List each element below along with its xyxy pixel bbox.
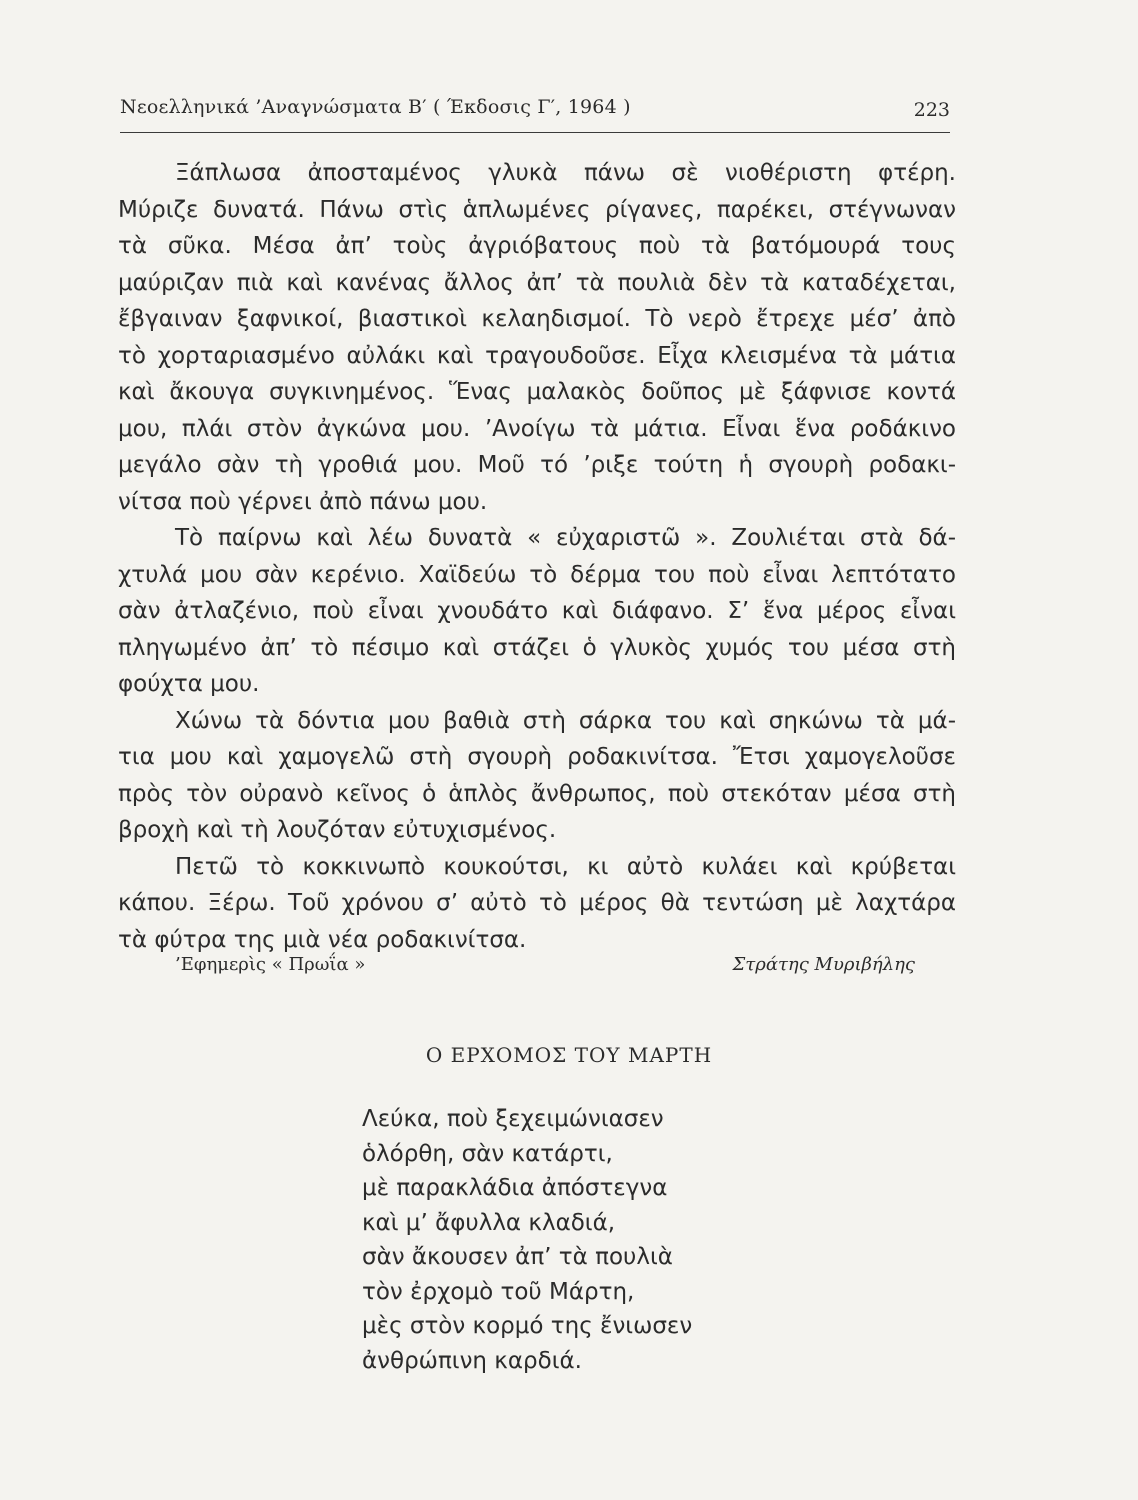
poem-line: τὸν ἐρχομὸ τοῦ Μάρτη, bbox=[362, 1278, 635, 1305]
text-line: χτυλά μου σὰν κερένιο. Χαϊδεύω τὸ δέρμα του ποὺ εἶναι λεπτότατο bbox=[118, 561, 956, 588]
author-name: Στράτης Μυριβήλης bbox=[732, 954, 915, 975]
book-title: Νεοελληνικά ’Αναγνώσματα Β′ ( Έκδοσις Γ′, 1964 ) bbox=[120, 96, 631, 118]
source-citation: ’Εφημερὶς « Πρωΐα » bbox=[175, 954, 366, 975]
paragraph bbox=[118, 520, 956, 703]
text-line: σὰν ἀτλαζένιο, ποὺ εἶναι χνουδάτο καὶ διάφανο. Σ’ ἕνα μέρος εἶναι bbox=[118, 598, 956, 624]
poem-line: καὶ μ’ ἄφυλλα κλαδιά, bbox=[362, 1209, 616, 1236]
poem-line: Λεύκα, ποὺ ξεχειμώνιασεν bbox=[362, 1106, 664, 1132]
text-line: Χώνω τὰ δόντια μου βαθιὰ στὴ σάρκα του καὶ σηκώνω τὰ μά- bbox=[175, 707, 956, 734]
paragraph bbox=[118, 703, 956, 849]
text-line: φούχτα μου. bbox=[118, 671, 260, 697]
text-line: νίτσα ποὺ γέρνει ἀπὸ πάνω μου. bbox=[118, 488, 488, 515]
text-line: ἔβγαιναν ξαφνικοί, βιαστικοὶ κελαηδισμοί. Τὸ νερὸ ἔτρεχε μέσ’ ἀπὸ bbox=[118, 306, 956, 332]
text-line: μαύριζαν πιὰ καὶ κανένας ἄλλος ἀπ’ τὰ πουλιὰ δὲν τὰ καταδέχεται, bbox=[118, 269, 956, 296]
prose-text bbox=[118, 155, 956, 958]
poem-line: ὁλόρθη, σὰν κατάρτι, bbox=[362, 1140, 613, 1167]
text-line: Ξάπλωσα ἀποσταμένος γλυκὰ πάνω σὲ νιοθέριστη φτέρη. bbox=[175, 160, 956, 186]
text-line: Μύριζε δυνατά. Πάνω στὶς ἁπλωμένες ρίγανες, παρέκει, στέγνωναν bbox=[118, 196, 956, 223]
poem-line: σὰν ἄκουσεν ἀπ’ τὰ πουλιὰ bbox=[362, 1244, 673, 1270]
text-line: κάπου. Ξέρω. Τοῦ χρόνου σ’ αὐτὸ τὸ μέρος θὰ τεντώση μὲ λαχτάρα bbox=[118, 890, 956, 916]
attribution bbox=[175, 948, 915, 984]
text-line: τὰ φύτρα της μιὰ νέα ροδακινίτσα. bbox=[118, 926, 527, 953]
text-line: μου, πλάι στὸν ἀγκώνα μου. ’Ανοίγω τὰ μάτια. Εἶναι ἕνα ροδάκινο bbox=[118, 415, 956, 442]
text-line: μεγάλο σὰν τὴ γροθιά μου. Μοῦ τό ’ριξε τούτη ἡ σγουρὴ ροδακι- bbox=[118, 452, 956, 478]
poem-line: μὲ παρακλάδια ἀπόστεγνα bbox=[362, 1175, 668, 1201]
poem-line: μὲς στὸν κορμό της ἔνιωσεν bbox=[362, 1313, 693, 1339]
paragraph bbox=[118, 155, 956, 520]
paragraph bbox=[118, 849, 956, 959]
poem bbox=[362, 1102, 692, 1378]
page-number: 223 bbox=[913, 99, 950, 121]
text-line: τὸ χορταριασμένο αὐλάκι καὶ τραγουδοῦσε. Εἶχα κλεισμένα τὰ μάτια bbox=[118, 342, 956, 369]
running-header bbox=[120, 90, 950, 133]
text-line: Τὸ παίρνω καὶ λέω δυνατὰ « εὐχαριστῶ ». Ζουλιέται στὰ δά- bbox=[175, 525, 956, 551]
text-line: πληγωμένο ἀπ’ τὸ πέσιμο καὶ στάζει ὁ γλυκὸς χυμός του μέσα στὴ bbox=[118, 634, 956, 661]
poem-title: Ο ΕΡΧΟΜΟΣ ΤΟΥ ΜΑΡΤΗ bbox=[425, 1043, 713, 1067]
text-line: τια μου καὶ χαμογελῶ στὴ σγουρὴ ροδακινίτσα. Ἔτσι χαμογελοῦσε bbox=[118, 744, 956, 770]
text-line: Πετῶ τὸ κοκκινωπὸ κουκούτσι, κι αὐτὸ κυλάει καὶ κρύβεται bbox=[175, 853, 956, 880]
text-line: καὶ ἄκουγα συγκινημένος. Ἕνας μαλακὸς δοῦπος μὲ ξάφνισε κοντά bbox=[118, 379, 956, 405]
text-line: βροχὴ καὶ τὴ λουζόταν εὐτυχισμένος. bbox=[118, 817, 557, 843]
text-line: τὰ σῦκα. Μέσα ἀπ’ τοὺς ἀγριόβατους ποὺ τὰ βατόμουρά τους bbox=[118, 233, 956, 259]
poem-line: ἀνθρώπινη καρδιά. bbox=[362, 1347, 582, 1374]
text-line: πρὸς τὸν οὐρανὸ κεῖνος ὁ ἁπλὸς ἄνθρωπος, ποὺ στεκόταν μέσα στὴ bbox=[118, 780, 956, 807]
